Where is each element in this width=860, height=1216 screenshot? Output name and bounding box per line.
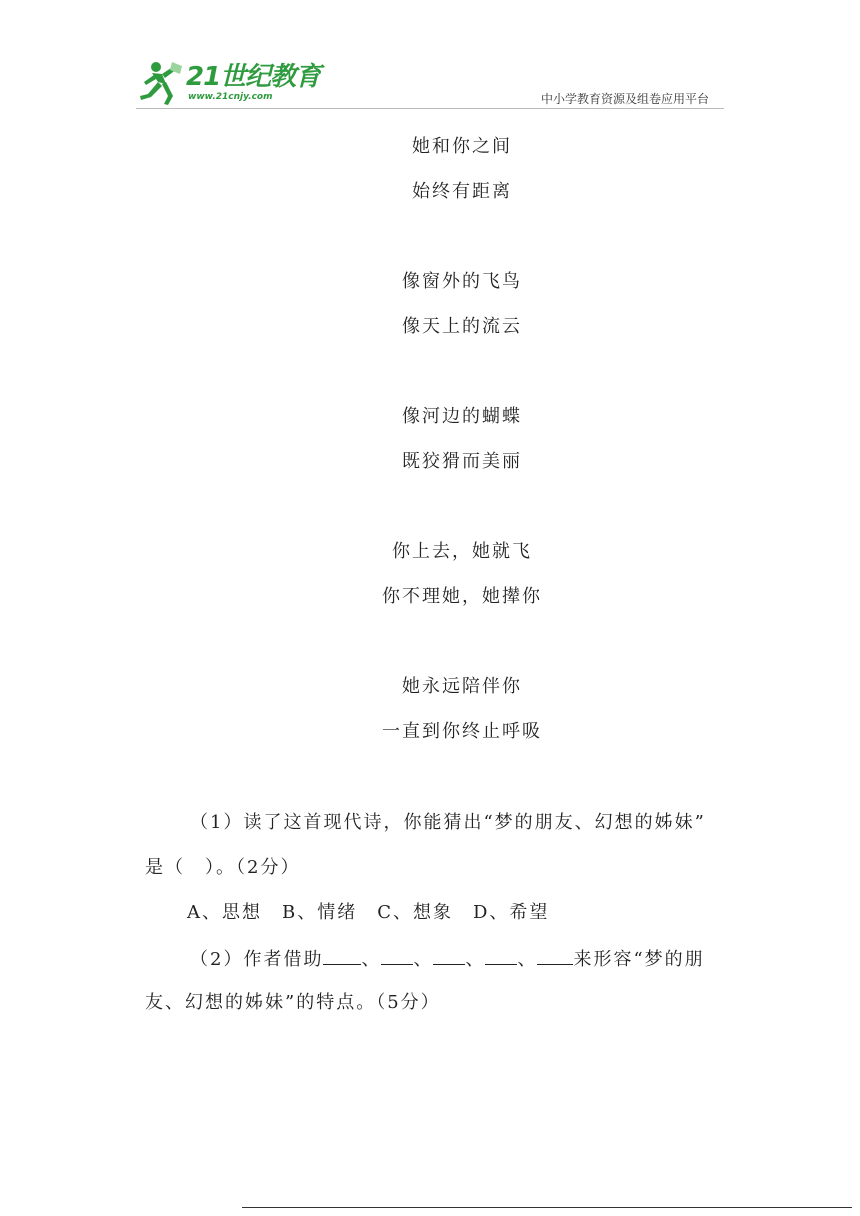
runner-icon xyxy=(136,60,186,106)
header-divider xyxy=(136,108,724,109)
question-2-prefix: （2）作者借助 xyxy=(190,949,324,970)
question-2-text-continued: 友、幻想的姊妹”的特点。（5分） xyxy=(145,992,441,1013)
poem-line: 你上去，她就飞 xyxy=(392,541,532,562)
separator: 、 xyxy=(517,949,538,970)
poem-line: 你不理她，她撵你 xyxy=(382,586,542,607)
question-2-suffix: 来形容“梦的朋 xyxy=(573,949,705,970)
question-1-options: A、思想 B、情绪 C、想象 D、希望 xyxy=(187,902,550,923)
separator: 、 xyxy=(413,949,434,970)
poem-line: 一直到你终止呼吸 xyxy=(382,721,542,742)
answer-blank[interactable] xyxy=(323,946,361,965)
separator: 、 xyxy=(361,949,382,970)
footer-divider xyxy=(242,1207,852,1208)
poem-line: 既狡猾而美丽 xyxy=(402,451,522,472)
logo-url: www.21cnjy.com xyxy=(188,92,273,102)
poem-line: 始终有距离 xyxy=(412,181,512,202)
answer-blank[interactable] xyxy=(537,946,573,965)
poem-line: 像窗外的飞鸟 xyxy=(402,271,522,292)
poem-line: 像河边的蝴蝶 xyxy=(402,406,522,427)
poem-line: 她永远陪伴你 xyxy=(402,676,522,697)
page-header xyxy=(0,0,860,120)
question-1-text: （1）读了这首现代诗，你能猜出“梦的朋友、幻想的姊妹” xyxy=(190,812,706,833)
answer-blank[interactable] xyxy=(485,946,517,965)
header-platform-text: 中小学教育资源及组卷应用平台 xyxy=(541,92,710,106)
answer-blank[interactable] xyxy=(433,946,465,965)
logo xyxy=(136,60,321,108)
poem-line: 像天上的流云 xyxy=(402,316,522,337)
logo-text: 21世纪教育 xyxy=(186,62,321,92)
separator: 、 xyxy=(465,949,486,970)
question-1-text-continued: 是（ ）。（2分） xyxy=(145,857,301,878)
answer-blank[interactable] xyxy=(381,946,413,965)
question-2-text xyxy=(190,946,705,972)
poem-line: 她和你之间 xyxy=(412,136,512,157)
